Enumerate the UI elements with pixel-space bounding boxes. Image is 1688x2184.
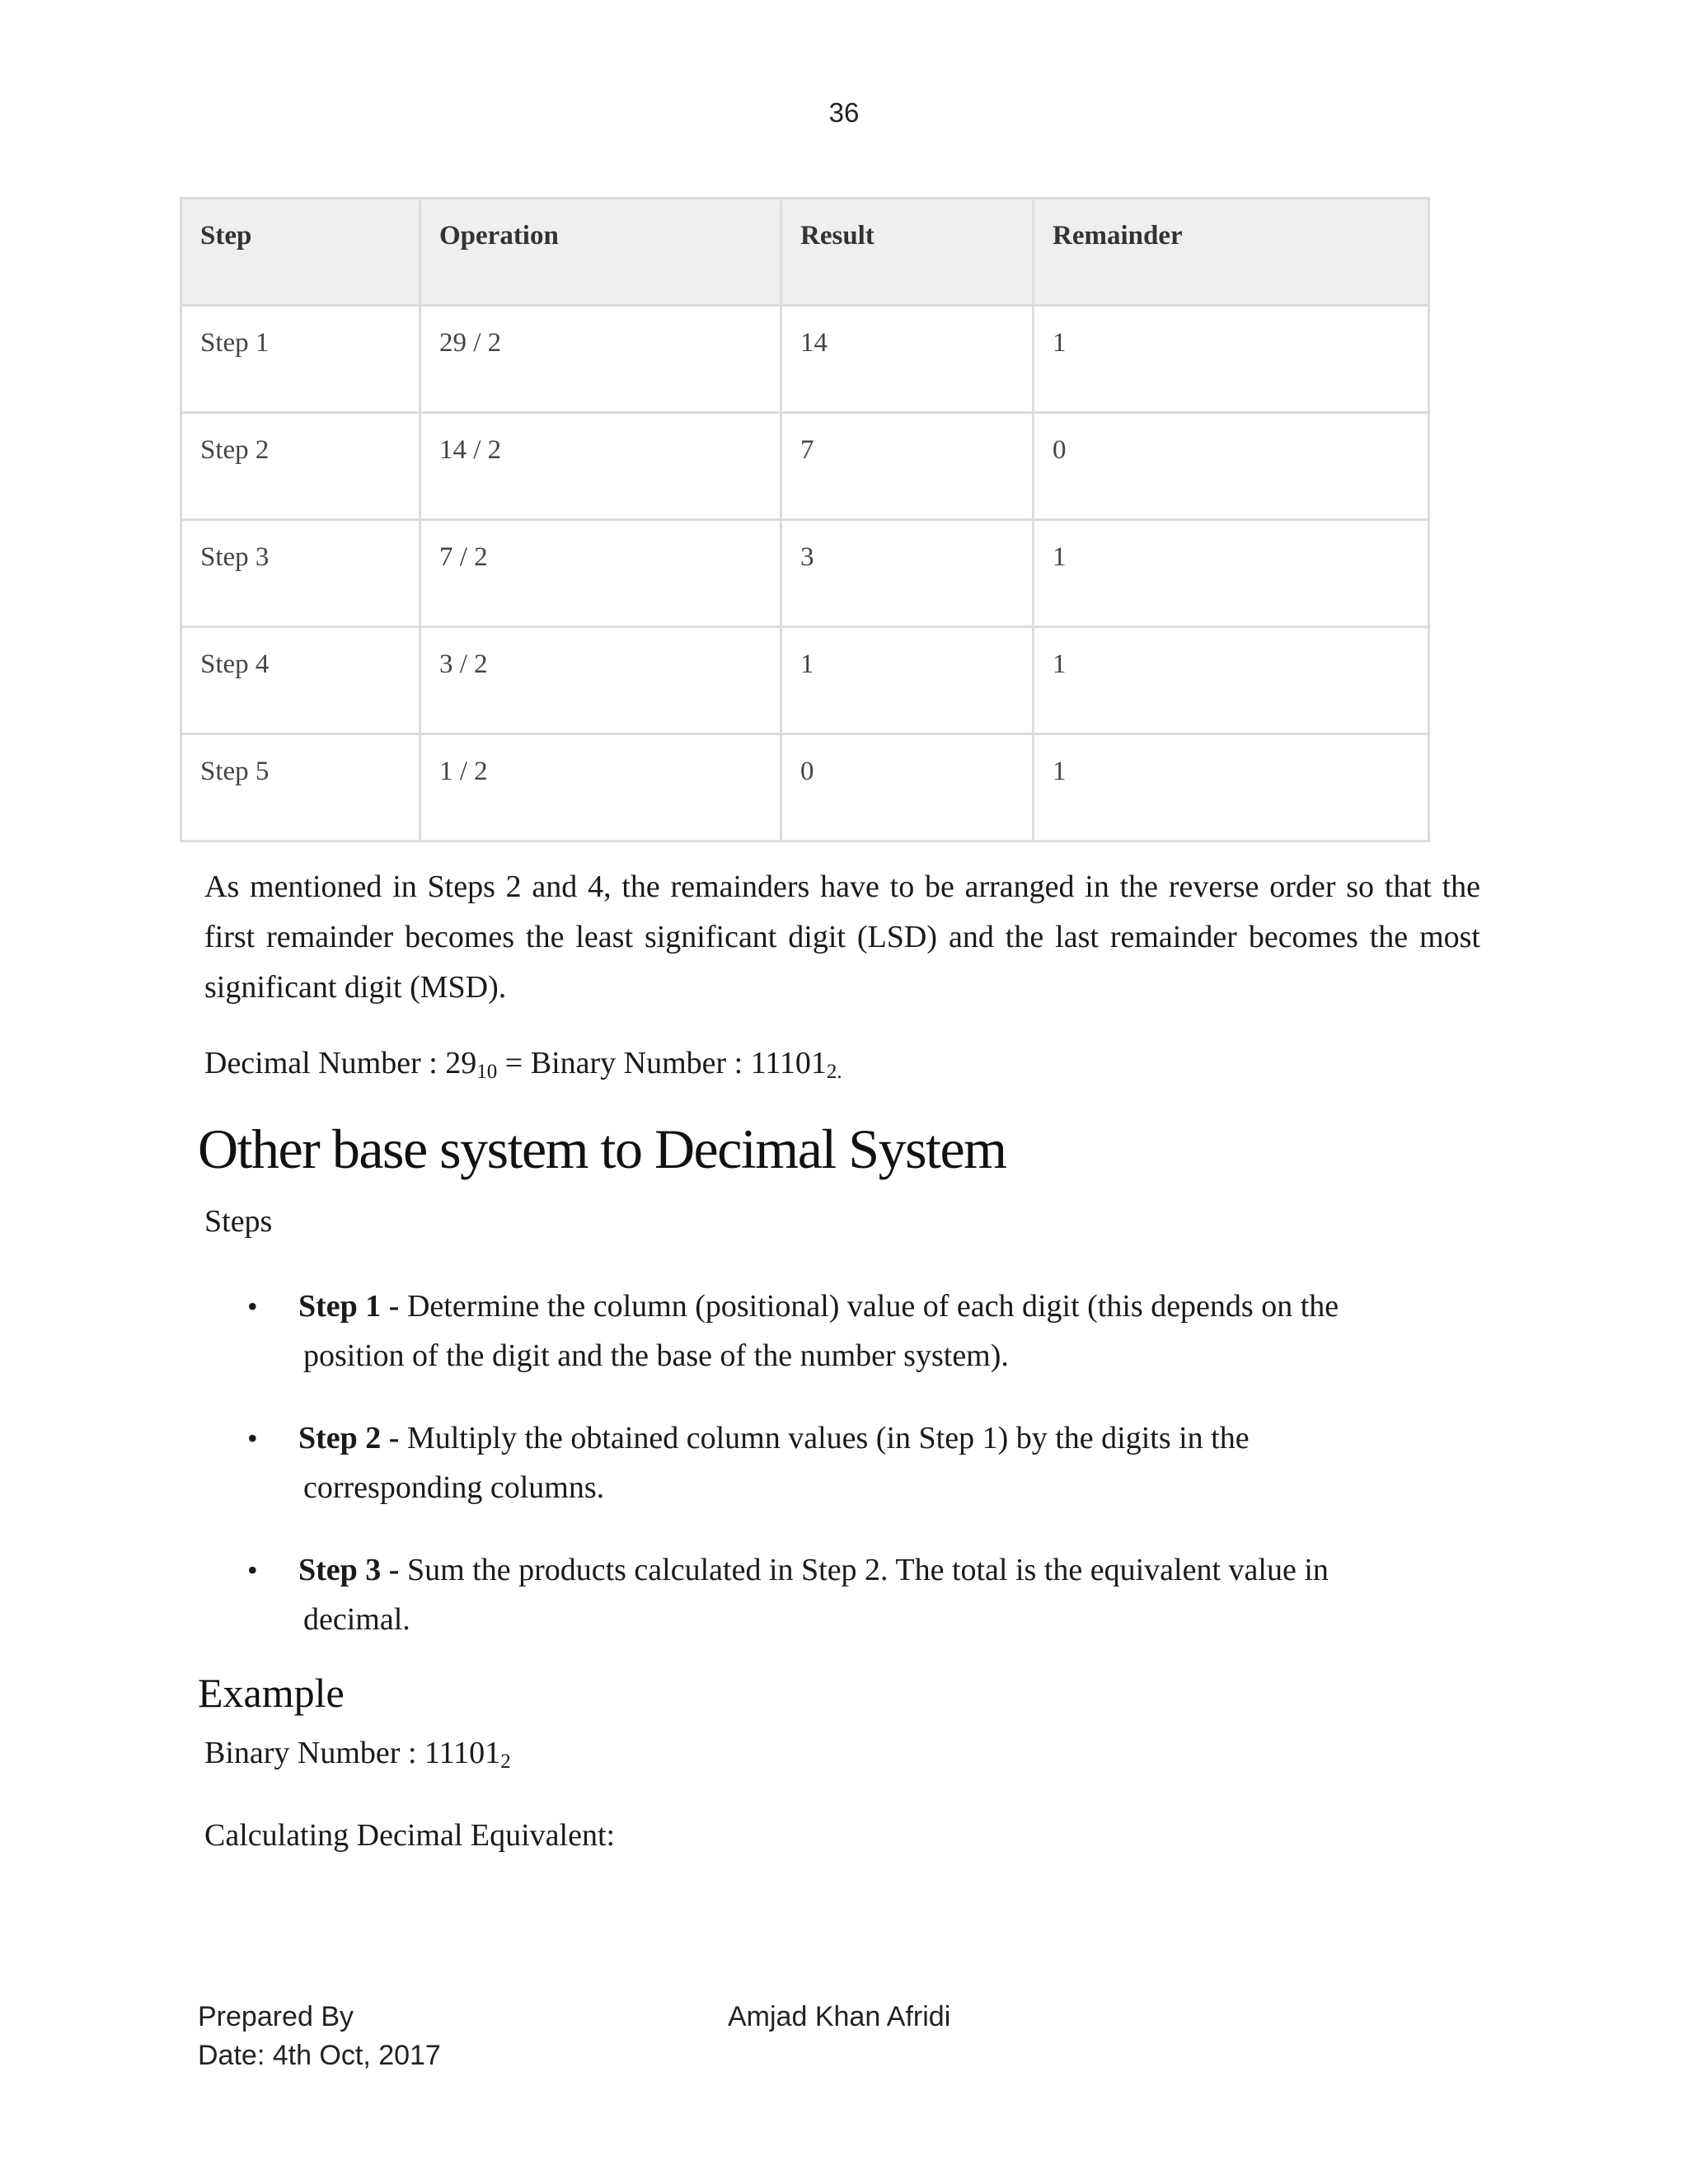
table-row	[181, 413, 1429, 520]
bullet-icon: •	[247, 1554, 258, 1586]
step-text: Determine the column (positional) value of each digit (this depends on the	[399, 1289, 1339, 1324]
table-cell: 0	[1034, 413, 1429, 520]
table-header-remainder: Remainder	[1034, 199, 1429, 306]
table-cell: 14	[781, 306, 1034, 413]
table-cell: 1 / 2	[420, 734, 781, 841]
table-cell: 1	[781, 627, 1034, 734]
step-label: Step 1 -	[298, 1289, 400, 1324]
table-cell: 1	[1034, 306, 1429, 413]
table-cell: 3 / 2	[420, 627, 781, 734]
table-cell: 14 / 2	[420, 413, 781, 520]
list-item	[247, 1282, 1480, 1380]
decimal-to-binary-result: Decimal Number : $29_{10}$ = Binary Number : $11101_{2.}$	[204, 1046, 842, 1083]
step-label: Step 2 -	[298, 1421, 400, 1455]
table-cell: Step 3	[181, 520, 420, 627]
footer-author: Amjad Khan Afridi	[728, 2001, 951, 2032]
table-header-row	[181, 199, 1429, 306]
list-item	[247, 1545, 1480, 1644]
table-cell: 1	[1034, 627, 1429, 734]
section-heading: Other base system to Decimal System	[198, 1118, 1006, 1180]
example-heading: Example	[198, 1670, 345, 1716]
bullet-icon: •	[247, 1422, 258, 1455]
table-header-step: Step	[181, 199, 420, 306]
table-row	[181, 520, 1429, 627]
steps-label: Steps	[204, 1204, 273, 1239]
binary-number-line: Binary Number : $11101_2$	[204, 1736, 511, 1773]
conversion-table	[180, 197, 1430, 842]
calculation-label: Calculating Decimal Equivalent:	[204, 1818, 616, 1853]
page-number: 36	[828, 97, 860, 128]
table-row	[181, 306, 1429, 413]
table-header-operation: Operation	[420, 199, 781, 306]
footer-date: Date: 4th Oct, 2017	[198, 2040, 441, 2071]
step-text-continued: position of the digit and the base of the number system).	[303, 1338, 1009, 1373]
table-cell: 1	[1034, 520, 1429, 627]
table-cell: Step 2	[181, 413, 420, 520]
table-cell: 7	[781, 413, 1034, 520]
footer-prepared-by: Prepared By	[198, 2001, 354, 2032]
table-cell: 29 / 2	[420, 306, 781, 413]
table-row	[181, 734, 1429, 841]
table-cell: 7 / 2	[420, 520, 781, 627]
step-text: Sum the products calculated in Step 2. The total is the equivalent value in	[399, 1553, 1329, 1587]
table-cell: Step 1	[181, 306, 420, 413]
table-cell: 0	[781, 734, 1034, 841]
table-header-result: Result	[781, 199, 1034, 306]
step-text-continued: decimal.	[303, 1602, 410, 1637]
step-text-continued: corresponding columns.	[303, 1470, 605, 1505]
list-item	[247, 1413, 1480, 1512]
step-label: Step 3 -	[298, 1553, 400, 1587]
table-cell: 1	[1034, 734, 1429, 841]
bullet-icon: •	[247, 1290, 258, 1323]
step-text: Multiply the obtained column values (in Step 1) by the digits in the	[399, 1421, 1250, 1455]
table-row	[181, 627, 1429, 734]
table-cell: Step 5	[181, 734, 420, 841]
table-cell: Step 4	[181, 627, 420, 734]
explanation-paragraph: As mentioned in Steps 2 and 4, the remainders have to be arranged in the reverse order so that the first remainder becomes the least significant digit (LSD) and the last remainder becomes the most significant digit (MSD).	[204, 869, 1480, 1005]
table-cell: 3	[781, 520, 1034, 627]
